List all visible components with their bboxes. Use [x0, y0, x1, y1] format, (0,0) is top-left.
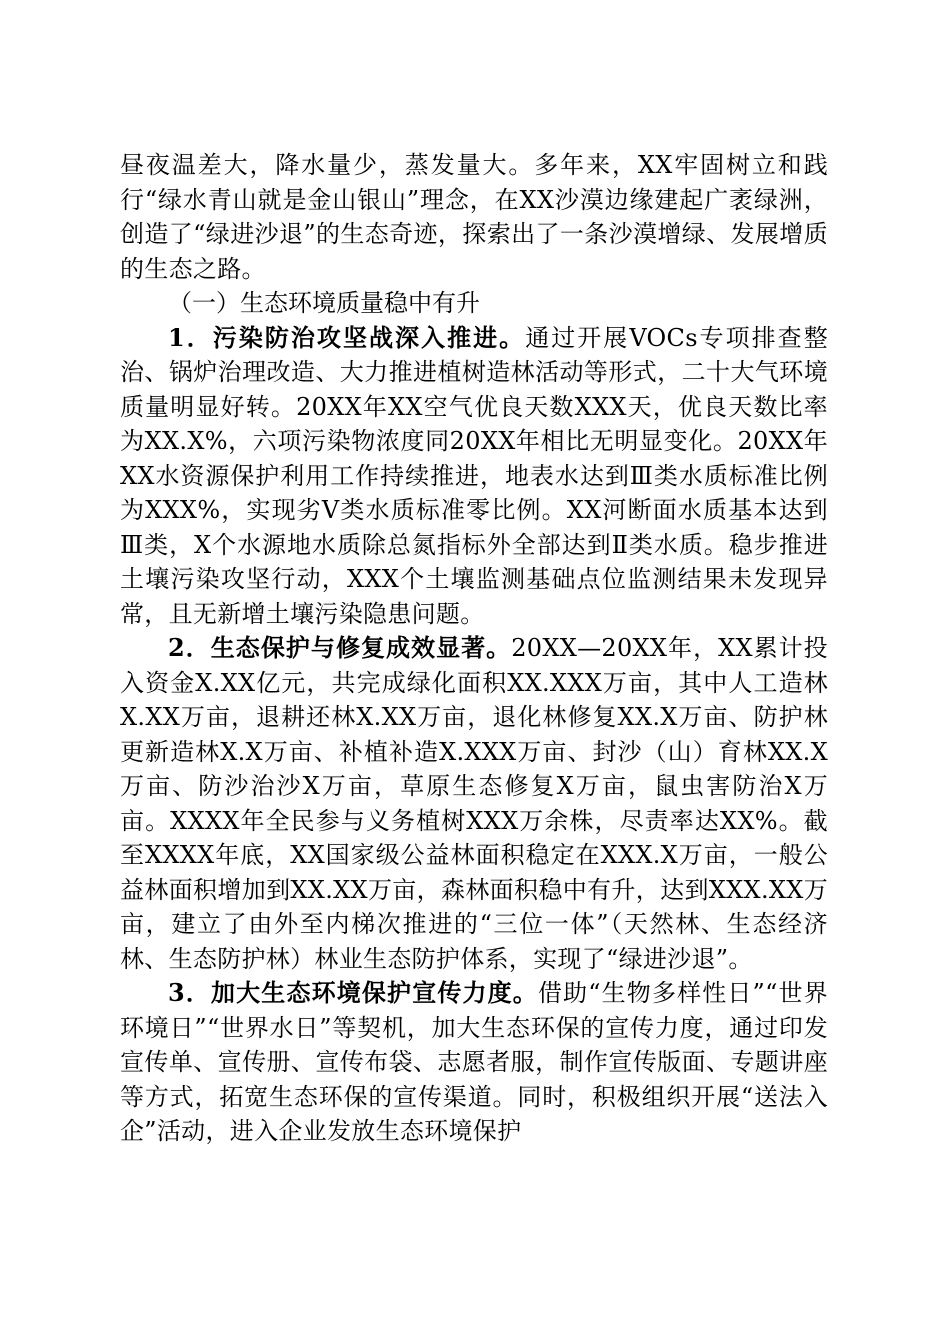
item-2-body: 20XX—20XX年，XX累计投入资金X.XX亿元，共完成绿化面积XX.XXX万亩，其中人工造林X.XX万亩，退耕还林X.XX万亩，退化林修复XX.X万亩、防护林更新造林X.X万亩、补植补造X.XXX万亩、封沙（山）育林XX.X万亩、防沙治沙X万亩，草原生态修复X万亩，鼠虫害防治X万亩。XXXX年全民参与义务植树XXX万余株，尽责率达XX%。截至XXXX年底，XX国家级公益林面积稳定在XXX.X万亩，一般公益林面积增加到XX.XX万亩，森林面积稳中有升，达到XXX.XX万亩，建立了由外至内梯次推进的“三位一体”（天然林、生态经济林、生态防护林）林业生态防护体系，实现了“绿进沙退”。: [120, 634, 828, 973]
document-page: [120, 148, 828, 1149]
item-1-body: 通过开展VOCs专项排查整治、锅炉治理改造、大力推进植树造林活动等形式，二十大气环境质量明显好转。20XX年XX空气优良天数XXX天，优良天数比率为XX.X%，六项污染物浓度同20XX年相比无明显变化。20XX年XX水资源保护利用工作持续推进，地表水达到Ⅲ类水质标准比例为XXX%，实现劣Ⅴ类水质标准零比例。XX河断面水质基本达到Ⅲ类，X个水源地水质除总氮指标外全部达到Ⅱ类水质。稳步推进土壤污染攻坚行动，XXX个土壤监测基础点位监测结果未发现异常，且无新增土壤污染隐患问题。: [120, 323, 828, 628]
item-1-lead: 1．污染防治攻坚战深入推进。: [168, 322, 526, 352]
paragraph-item-1: [120, 321, 828, 632]
paragraph-intro: 昼夜温差大，降水量少，蒸发量大。多年来，XX牢固树立和践行“绿水青山就是金山银山”理念，在XX沙漠边缘建起广袤绿洲，创造了“绿进沙退”的生态奇迹，探索出了一条沙漠增绿、发展增质的生态之路。: [120, 151, 828, 283]
paragraph-item-3: [120, 976, 828, 1149]
item-3-lead: 3．加大生态环境保护宣传力度。: [168, 978, 538, 1007]
item-2-lead: 2．生态保护与修复成效显著。: [168, 633, 512, 662]
item-3-body: 借助“生物多样性日”“世界环境日”“世界水日”等契机，加大生态环保的宣传力度，通过印发宣传单、宣传册、宣传布袋、志愿者服，制作宣传版面、专题讲座等方式，拓宽生态环保的宣传渠道。同时，积极组织开展“送法入企”活动，进入企业发放生态环境保护: [120, 979, 828, 1145]
paragraph-item-2: [120, 631, 828, 976]
section-heading: （一）生态环境质量稳中有升: [168, 289, 480, 317]
